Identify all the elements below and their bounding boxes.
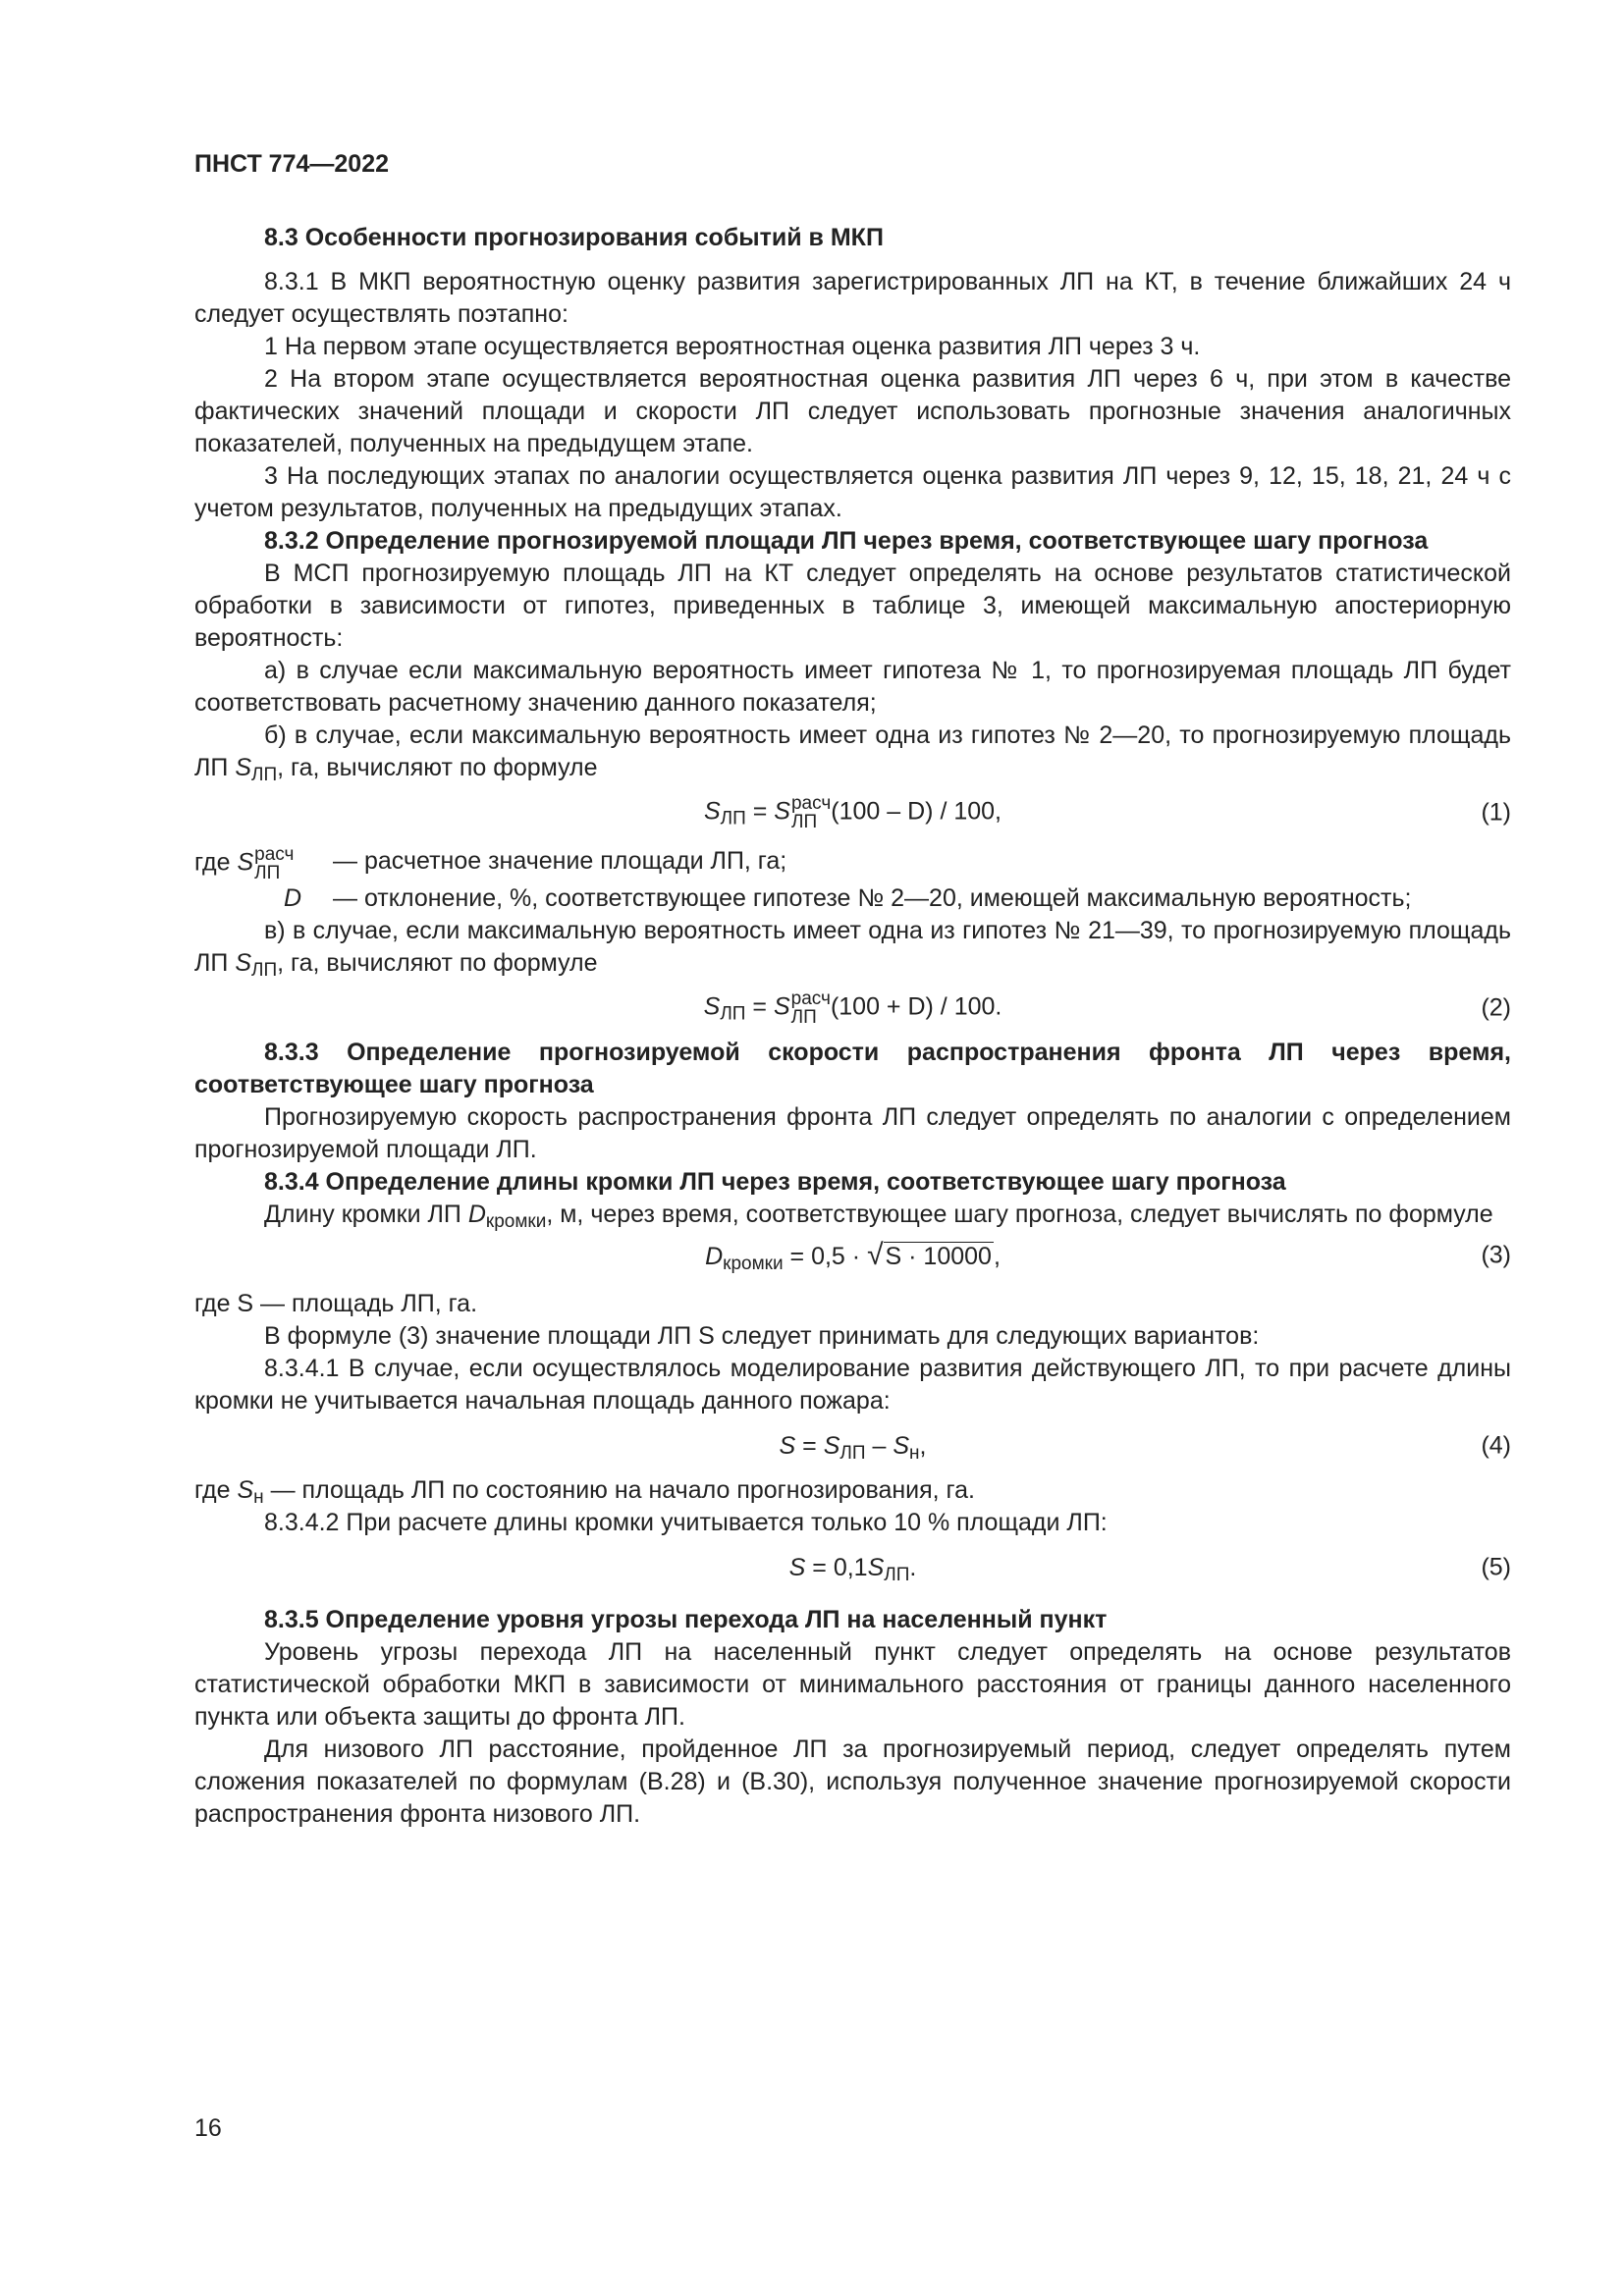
paragraph: 2 На втором этапе осуществляется вероятностная оценка развития ЛП через 6 ч, при этом в качестве фактических значений площади и скорости ЛП следует использовать прогнозные значения аналогичных показателей, полученных на предыдущем этапе. xyxy=(194,365,1511,457)
paragraph: В МСП прогнозируемую площадь ЛП на КТ следует определять на основе результатов статистической обработки в зависимости от гипотез, приведенных в таблице 3, имеющей максимальную апостериорную вероятность: xyxy=(194,560,1511,652)
paragraph: Уровень угрозы перехода ЛП на населенный пункт следует определять на основе результатов статистической обработки МКП в зависимости от минимального расстояния от границы данного населенного пункта или объекта защиты до фронта ЛП. xyxy=(194,1638,1511,1731)
section-8-3-5-title: 8.3.5 Определение уровня угрозы перехода ЛП на населенный пункт xyxy=(264,1606,1108,1633)
formula-number: (3) xyxy=(1481,1241,1511,1269)
paragraph: а) в случае если максимальную вероятность имеет гипотеза № 1, то прогнозируемая площадь ЛП будет соответствовать расчетному значению данного показателя; xyxy=(194,657,1511,717)
paragraph: В формуле (3) значение площади ЛП S следует принимать для следующих вариантов: xyxy=(264,1322,1260,1350)
section-8-3-2-title: 8.3.2 Определение прогнозируемой площади ЛП через время, соответствующее шагу прогноза xyxy=(264,527,1429,555)
paragraph: Прогнозируемую скорость распространения фронта ЛП следует определять по аналогии с определением прогнозируемой площади ЛП. xyxy=(194,1103,1511,1163)
paragraph: 1 На первом этапе осуществляется вероятностная оценка развития ЛП через 3 ч. xyxy=(264,333,1201,360)
document-body xyxy=(194,222,1511,1831)
section-8-3-3-title: 8.3.3 Определение прогнозируемой скорости распространения фронта ЛП через время, соответствующее шагу прогноза xyxy=(194,1039,1511,1098)
paragraph: 8.3.4.2 При расчете длины кромки учитывается только 10 % площади ЛП: xyxy=(264,1509,1108,1536)
paragraph: б) в случае, если максимальную вероятность имеет одна из гипотез № 2—20, то прогнозируемую площадь ЛП $S_{ЛП}$, га, вычисляют по формуле xyxy=(194,721,1511,785)
paragraph: Длину кромки ЛП $D_{кромки}$, м, через время, соответствующее шагу прогноза, следует вычислять по формуле xyxy=(264,1201,1493,1232)
paragraph: 8.3.4.1 В случае, если осуществлялось моделирование развития действующего ЛП, то при расчете длины кромки не учитывается начальная площадь данного пожара: xyxy=(194,1355,1511,1415)
where-item: где $S_н$ — площадь ЛП по состоянию на начало прогнозирования, га. xyxy=(194,1476,975,1508)
paragraph: Для низового ЛП расстояние, пройденное ЛП за прогнозируемый период, следует определять путем сложения показателей по формулам (В.28) и (В.30), используя полученное значение прогнозируемой скорости распространения фронта низового ЛП. xyxy=(194,1735,1511,1828)
formula-number: (2) xyxy=(1481,993,1511,1022)
section-8-3-4-title: 8.3.4 Определение длины кромки ЛП через время, соответствующее шагу прогноза xyxy=(264,1168,1286,1196)
section-8-3-title: 8.3 Особенности прогнозирования событий в МКП xyxy=(264,224,884,251)
formula-1: $S_{ЛП} = S$ расч ЛП (100 – D) / 100, (1) xyxy=(703,793,1511,832)
formula-number: (5) xyxy=(1481,1553,1511,1581)
formula-4: $S = S_{ЛП} - S_н$, (4) xyxy=(779,1431,1511,1464)
formula-5: $S = 0,1S_{ЛП}$. (5) xyxy=(788,1553,1511,1585)
formula-2: $S_{ЛП} = S$ расч ЛП (100 + D) / 100. (2) xyxy=(703,988,1511,1028)
paragraph: 8.3.1 В МКП вероятностную оценку развития зарегистрированных ЛП на КТ, в течение ближайших 24 ч следует осуществлять поэтапно: xyxy=(194,268,1511,328)
paragraph: в) в случае, если максимальную вероятность имеет одна из гипотез № 21—39, то прогнозируемую площадь ЛП $S_{ЛП}$, га, вычисляют по формуле xyxy=(194,917,1511,981)
where-item: где S расч ЛП — расчетное значение площади ЛП, га; xyxy=(194,844,787,883)
formula-number: (4) xyxy=(1481,1431,1511,1460)
where-item: где S — площадь ЛП, га. xyxy=(194,1290,478,1317)
page-number: 16 xyxy=(194,2114,222,2142)
formula-3: $D_{кромки} = 0,5 \cdot √S \cdot 10000$, (3) xyxy=(705,1238,1511,1274)
formula-number: (1) xyxy=(1481,798,1511,827)
paragraph: 3 На последующих этапах по аналогии осуществляется оценка развития ЛП через 9, 12, 15, 18, 21, 24 ч с учетом результатов, полученных на предыдущих этапах. xyxy=(194,462,1511,522)
document-header: ПНСТ 774—2022 xyxy=(194,150,389,178)
where-item: D — отклонение, %, соответствующее гипотезе № 2—20, имеющей максимальную вероятность; xyxy=(283,884,1412,912)
